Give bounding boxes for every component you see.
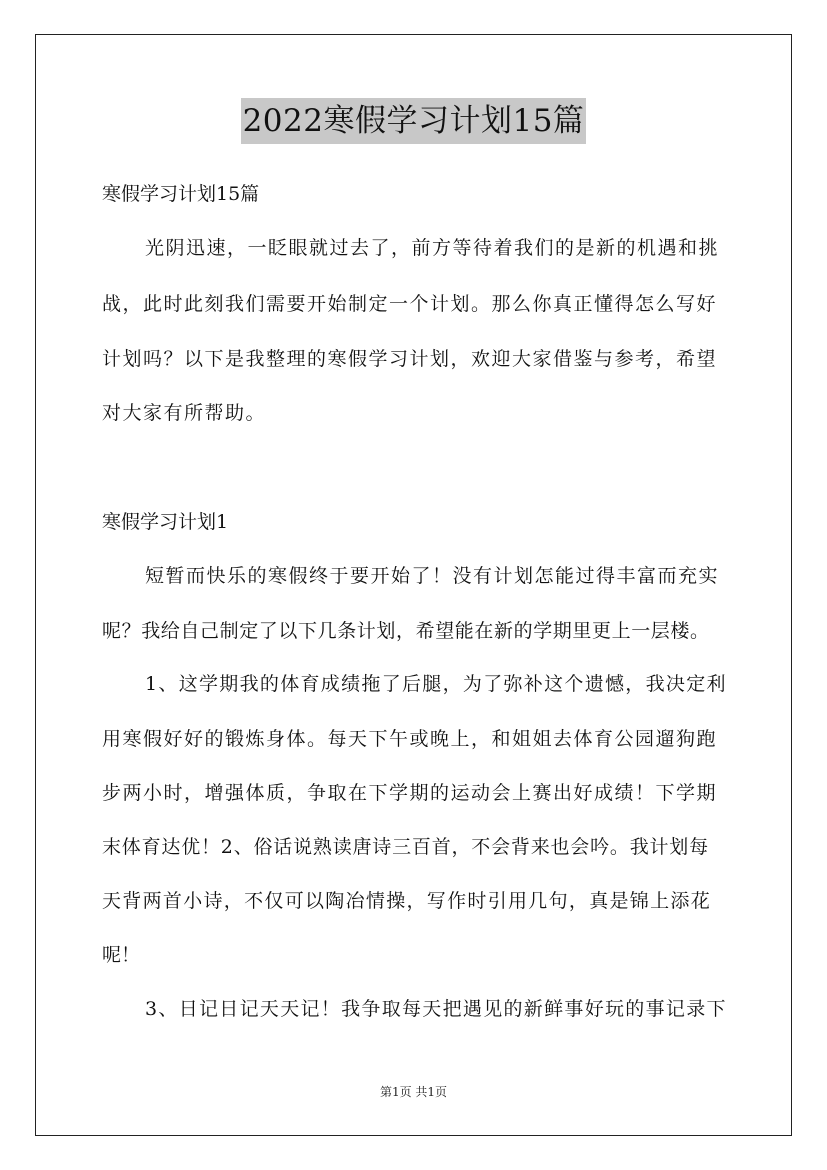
- body-line-9: 3、日记日记天天记！我争取每天把遇见的新鲜事好玩的事记录下: [145, 998, 727, 1020]
- intro-line-1: 光阴迅速，一眨眼就过去了，前方等待着我们的是新的机遇和挑: [145, 237, 720, 259]
- intro-line-3: 计划吗？以下是我整理的寒假学习计划，欢迎大家借鉴与参考，希望: [102, 348, 718, 370]
- body-line-2: 呢？我给自己制定了以下几条计划，希望能在新的学期里更上一层楼。: [102, 620, 710, 642]
- document-title: 2022寒假学习计划15篇: [241, 98, 587, 144]
- section-heading: 寒假学习计划1: [102, 511, 229, 533]
- intro-line-4: 对大家有所帮助。: [102, 402, 267, 424]
- subtitle-line: 寒假学习计划15篇: [102, 183, 260, 205]
- page-footer: 第1页 共1页: [379, 1085, 448, 1099]
- body-line-1: 短暂而快乐的寒假终于要开始了！没有计划怎能过得丰富而充实: [145, 565, 720, 587]
- body-line-5: 步两小时，增强体质，争取在下学期的运动会上赛出好成绩！下学期: [102, 782, 718, 804]
- body-line-7: 天背两首小诗，不仅可以陶冶情操，写作时引用几句，真是锦上添花: [102, 890, 712, 912]
- body-line-8: 呢！: [102, 944, 141, 966]
- body-line-6: 末体育达优！2、俗话说熟读唐诗三百首，不会背来也会吟。我计划每: [102, 836, 709, 858]
- intro-line-2: 战，此时此刻我们需要开始制定一个计划。那么你真正懂得怎么写好: [102, 293, 718, 315]
- body-line-4: 用寒假好好的锻炼身体。每天下午或晚上，和姐姐去体育公园遛狗跑: [102, 728, 718, 750]
- body-line-3: 1、这学期我的体育成绩拖了后腿，为了弥补这个遗憾，我决定利: [145, 673, 727, 695]
